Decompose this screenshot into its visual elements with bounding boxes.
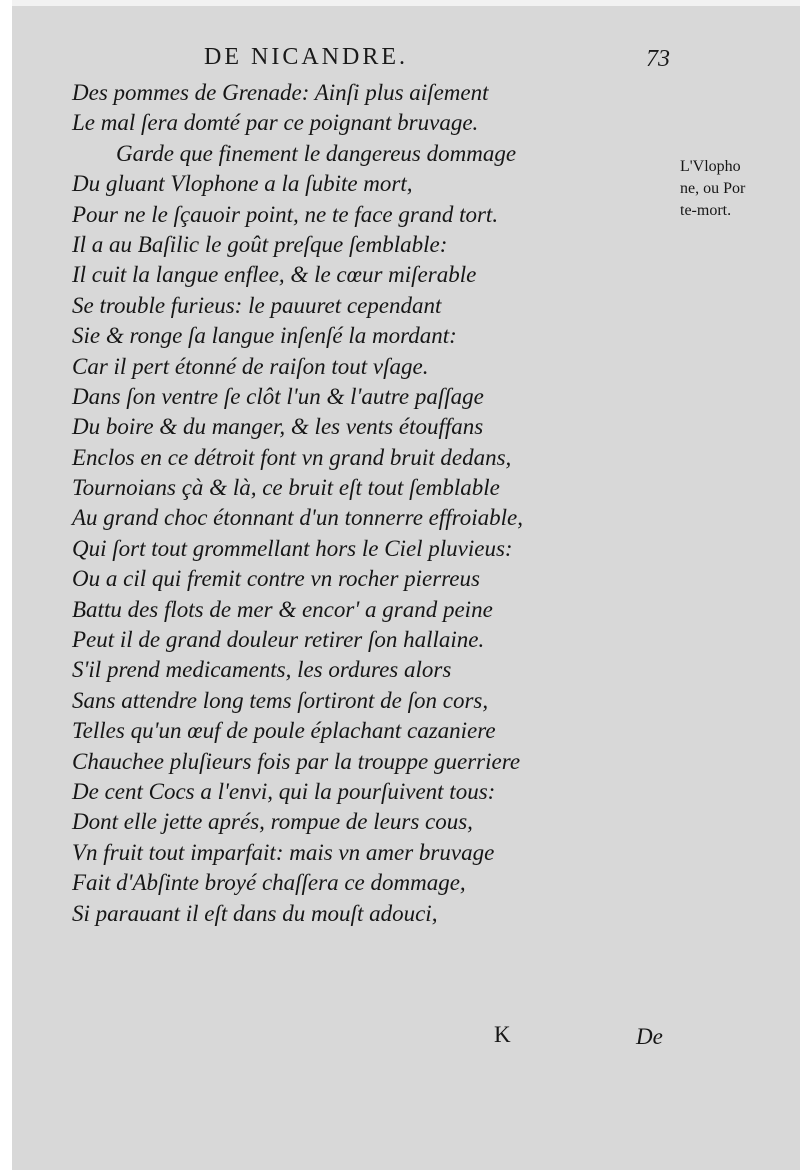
verse-line: S'il prend medicaments, les ordures alors bbox=[72, 657, 452, 683]
margin-note-line: L'Vlopho bbox=[680, 158, 741, 175]
verse-line: De cent Cocs a l'envi, qui la pourſuivent tous: bbox=[72, 778, 496, 804]
verse-line: Sie & ronge ſa langue inſenſé la mordant: bbox=[72, 323, 457, 349]
verse-line: Du gluant Vlophone a la ſubite mort, bbox=[72, 171, 413, 197]
verse-line: Dans ſon ventre ſe clôt l'un & l'autre paſſage bbox=[72, 383, 484, 409]
verse-line: Il a au Baſilic le goût preſque ſemblable: bbox=[72, 231, 448, 257]
verse-line: Vn fruit tout imparfait: mais vn amer bruvage bbox=[72, 839, 495, 865]
verse-line: Peut il de grand douleur retirer ſon hallaine. bbox=[72, 627, 485, 653]
verse-line: Pour ne le ſçauoir point, ne te face grand tort. bbox=[72, 201, 499, 227]
verse-line: Des pommes de Grenade: Ainſi plus aiſement bbox=[72, 80, 489, 105]
verse-line: Se trouble furieus: le pauuret cependant bbox=[72, 292, 442, 318]
verse-line: Chauchee pluſieurs fois par la trouppe guerriere bbox=[72, 748, 521, 774]
margin-note-line: te-mort. bbox=[680, 202, 732, 219]
verse-line: Si parauant il eſt dans du mouſt adouci, bbox=[72, 900, 438, 926]
verse-line: Du boire & du manger, & les vents étouffans bbox=[72, 414, 484, 440]
verse-line: Sans attendre long tems ſortiront de ſon cors, bbox=[72, 687, 489, 713]
signature-mark: K bbox=[494, 1022, 511, 1047]
verse-line: Fait d'Abſinte broyé chaſſera ce dommage, bbox=[72, 870, 466, 896]
verse-line: Enclos en ce détroit font vn grand bruit dedans, bbox=[72, 444, 512, 470]
verse-line: Dont elle jette aprés, rompue de leurs cous, bbox=[72, 809, 473, 835]
verse-line: Garde que finement le dangereus dommage bbox=[116, 140, 517, 166]
verse-line: Battu des flots de mer & encor' a grand peine bbox=[72, 596, 493, 622]
verse-line: Car il pert étonné de raiſon tout vſage. bbox=[72, 353, 429, 379]
verse-line: Ou a cil qui fremit contre vn rocher pierreus bbox=[72, 566, 480, 592]
verse-line: Qui ſort tout grommellant hors le Ciel pluvieus: bbox=[72, 535, 513, 561]
verse-block bbox=[72, 78, 632, 929]
page-number: 73 bbox=[646, 46, 670, 72]
verse-line: Le mal ſera domté par ce poignant bruvage. bbox=[72, 110, 479, 136]
verse-line: Telles qu'un œuf de poule éplachant cazaniere bbox=[72, 718, 496, 744]
verse-line: Tournoians çà & là, ce bruit eſt tout ſemblable bbox=[72, 475, 500, 501]
page-header bbox=[0, 42, 800, 82]
verse-line: Au grand choc étonnant d'un tonnerre effroiable, bbox=[72, 505, 524, 531]
margin-note bbox=[680, 156, 790, 222]
running-title: DE NICANDRE. bbox=[204, 44, 408, 70]
catchword: De bbox=[636, 1024, 663, 1049]
verse-line: Il cuit la langue enflee, & le cœur miſerable bbox=[72, 262, 477, 288]
margin-note-line: ne, ou Por bbox=[680, 180, 746, 197]
